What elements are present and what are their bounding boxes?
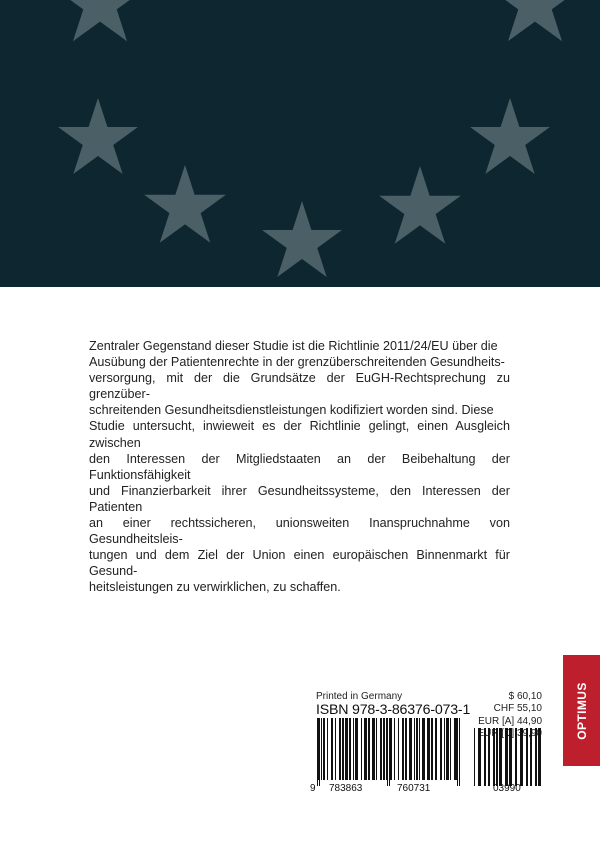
eu-stars: [0, 0, 600, 287]
star-icon: [470, 98, 550, 174]
barcode-guard-bar: [459, 718, 460, 786]
barcode-bar: [323, 718, 325, 780]
blurb-line: Zentraler Gegenstand dieser Studie ist die Richtlinie 2011/24/EU über die: [89, 339, 498, 353]
barcode-bar: [398, 718, 399, 780]
barcode-bar: [349, 718, 351, 780]
barcode-bar: [526, 728, 528, 786]
blurb-line: an einer rechtssicheren, unionsweiten Inanspruchnahme von Gesundheitsleis-: [89, 516, 510, 547]
blurb-line: schreitenden Gesundheitsdienstleistungen kodifiziert worden sind. Diese: [89, 403, 494, 418]
barcode-bar: [488, 728, 490, 786]
barcode-bar: [520, 728, 523, 786]
star-icon: [56, 0, 144, 41]
barcode-bar: [335, 718, 336, 780]
barcode-bar: [478, 728, 481, 786]
star-icon: [491, 0, 579, 41]
blurb-line: Ausübung der Patientenrechte in der grenzüberschreitenden Gesundheits-: [89, 355, 505, 370]
barcode-bar: [361, 718, 362, 780]
blurb-line: heitsleistungen zu verwirklichen, zu schaffen.: [89, 580, 341, 595]
blurb-line: versorgung, mit der die Grundsätze der EuGH-Rechtsprechung zu grenzüber-: [89, 371, 510, 402]
back-cover-blurb: [89, 338, 510, 596]
barcode-bar: [493, 728, 495, 786]
barcode-bar: [422, 718, 425, 780]
barcode-bar: [515, 728, 517, 786]
star-icon: [58, 98, 138, 174]
barcode-bar: [538, 728, 541, 786]
barcode-bar: [321, 718, 322, 780]
barcode-bar: [353, 718, 354, 780]
eu-star-band: [0, 0, 600, 287]
barcode-bar: [376, 718, 377, 780]
publisher-name: OPTIMUS: [574, 681, 589, 740]
barcode-bar: [535, 728, 537, 786]
barcode-bar: [435, 718, 437, 780]
blurb-line: tungen und dem Ziel der Union einen europäischen Binnenmarkt für Gesund-: [89, 548, 510, 579]
price-usd: $ 60,10: [508, 691, 542, 702]
barcode-digits-right: 760731: [397, 783, 431, 794]
barcode-bar: [383, 718, 385, 780]
barcode-bar: [339, 718, 341, 780]
barcode-bar: [402, 718, 404, 780]
barcode-guard-bar: [317, 718, 318, 786]
barcode-bar: [386, 718, 387, 780]
price-eur-d: 39,90: [516, 727, 542, 739]
barcode-bar: [327, 718, 328, 780]
barcode-guard-bar: [387, 718, 388, 786]
barcode-bar: [355, 718, 358, 780]
barcode-bar: [509, 728, 512, 786]
barcode-guard-bar: [457, 718, 458, 786]
publisher-tab: [563, 655, 600, 766]
blurb-line: den Interessen der Mitgliedstaaten an der Beibehaltung der Funktionsfähigkeit: [89, 451, 510, 482]
barcode-bar: [416, 718, 418, 780]
barcode-bar: [440, 718, 442, 780]
barcode-bar: [394, 718, 395, 780]
barcode-digits-left: 783863: [329, 783, 363, 794]
barcode-bar: [380, 718, 382, 780]
barcode-bar: [454, 718, 457, 780]
barcode-bar: [496, 728, 498, 786]
barcode-bar: [364, 718, 367, 780]
isbn-number: ISBN 978-3-86376-073-1: [316, 702, 471, 718]
star-icon: [262, 201, 342, 277]
barcode-bar: [331, 718, 333, 780]
barcode-bar: [342, 718, 344, 780]
star-icon: [144, 165, 226, 243]
barcode-bar: [390, 718, 392, 780]
barcode-bar: [345, 718, 348, 780]
barcode-guard-bar: [389, 718, 390, 786]
printed-in-label: Printed in Germany: [316, 691, 403, 702]
barcode-bar: [505, 728, 508, 786]
barcode-bar: [414, 718, 415, 780]
barcode-bar: [484, 728, 486, 786]
barcode-bar: [431, 718, 433, 780]
blurb-line: und Finanzierbarkeit ihrer Gesundheitssysteme, den Interessen der Patienten: [89, 483, 510, 514]
star-icon: [379, 166, 461, 244]
barcode-bar: [450, 718, 451, 780]
barcode-bar: [372, 718, 375, 780]
barcode-bar: [409, 718, 412, 780]
barcode-bar: [405, 718, 407, 780]
price-eur-a: EUR [A] 44,90: [478, 715, 542, 727]
barcode-digit-lead: 9: [310, 783, 316, 794]
barcode-bar: [419, 718, 420, 780]
price-chf: CHF 55,10: [493, 703, 542, 715]
barcode-bar: [368, 718, 370, 780]
barcode-bar: [474, 728, 475, 786]
barcode-bar: [427, 718, 430, 780]
barcode-bar: [446, 718, 449, 780]
barcode-guard-bar: [319, 718, 320, 786]
barcode-digits-addon: 03990: [493, 783, 521, 794]
barcode-bar: [499, 728, 502, 786]
blurb-line: Studie untersucht, inwieweit es der Richtlinie gelingt, einen Ausgleich zwischen: [89, 419, 510, 450]
barcode-bar: [530, 728, 532, 786]
barcode-bar: [444, 718, 445, 780]
